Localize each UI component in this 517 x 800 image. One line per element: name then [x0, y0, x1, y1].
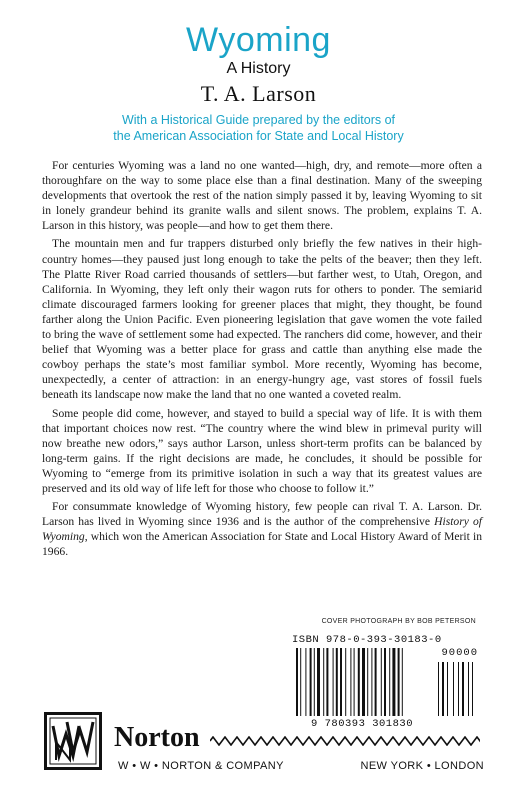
barcode-bar: [314, 648, 315, 716]
guide-note: [30, 112, 487, 144]
isbn-barcode: [292, 634, 480, 732]
blurb-paragraph-2: The mountain men and fur trappers disturbed only briefly the few natives in their high-country homes—they paused just long enough to take the pelts of the beaver; then they left. The Platte River Road carried thousands of settlers—but farther west, to Utah, Oregon, and California. In Wyoming, they left only their wagon ruts for others to ponder. The semiarid climate discouraged farmers looking for greener places that might, they thought, be found farther along the Union Pacific. Even pioneering legislation that gave women the vote failed to bring the wave of settlement some had expected. The ranchers did come, however, and their belief that Wyoming was a better place for grass and cattle than anything else made the cowboy perhaps the state’s most familiar symbol. More recently, Wyoming has become, unexpectedly, a center of attraction: in an energy-hungry age, vast stores of fossil fuels beneath its landscape now make the land that no one wanted a coveted realm.: [42, 237, 482, 402]
barcode-bar: [310, 648, 312, 716]
imprint-company: W • W • NORTON & COMPANY: [118, 760, 284, 772]
barcode-bar: [326, 648, 328, 716]
barcode-bar: [367, 648, 368, 716]
guide-line-2: the American Association for State and Local History: [113, 129, 404, 143]
addon-bar: [458, 662, 459, 716]
imprint-cities: NEW YORK • LONDON: [360, 760, 484, 772]
barcode-bar: [375, 648, 377, 716]
barcode-bar: [398, 648, 400, 716]
blurb-text: [42, 158, 482, 562]
barcode-bar: [362, 648, 365, 716]
barcode-bar: [371, 648, 372, 716]
barcode-bar: [323, 648, 324, 716]
barcode-bar: [389, 648, 390, 716]
barcode-bar: [358, 648, 360, 716]
addon-bar: [453, 662, 454, 716]
barcode-bar: [354, 648, 355, 716]
barcode-digits: 9 780393 301830: [310, 718, 413, 730]
addon-bar: [468, 662, 469, 716]
addon-bar: [438, 662, 439, 716]
book-subtitle: A History: [226, 60, 291, 77]
isbn-label: ISBN 978-0-393-30183-0: [292, 634, 442, 646]
p4-text-start: For consummate knowledge of Wyoming history, few people can rival T. A. Larson. Dr. Larson has lived in Wyoming since 1936 and is the author of the comprehensive: [42, 500, 482, 529]
barcode-bar: [296, 648, 298, 716]
addon-bar: [472, 662, 473, 716]
barcode-bar: [345, 648, 346, 716]
guide-line-1: With a Historical Guide prepared by the editors of: [121, 113, 396, 127]
blurb-paragraph-1: For centuries Wyoming was a land no one wanted—high, dry, and remote—more often a thoroughfare on the way to some place else than a final destination. Many of the sweeping developments that overtook the rest of the nation simply passed it by, leaving Wyoming to sit in lonely grandeur behind its granite walls and silent snows. The problem, explains T. A. Larson in this history, was people—and how to get them there.: [42, 159, 482, 233]
barcode-bar: [350, 648, 351, 716]
barcode-bar: [402, 648, 403, 716]
book-reference: History of Wyoming: [42, 515, 483, 544]
cover-credit: COVER PHOTOGRAPH BY BOB PETERSON: [321, 618, 476, 625]
barcode-bar: [336, 648, 338, 716]
p4-text-end: , which won the American Association for State and Local History Award of Merit in 1966.: [42, 530, 482, 559]
barcode-bar: [305, 648, 306, 716]
addon-bar: [462, 662, 464, 716]
addon-bar: [442, 662, 444, 716]
barcode-bar: [381, 648, 382, 716]
barcode-bar: [333, 648, 334, 716]
barcode-bar: [340, 648, 342, 716]
barcode-bar: [384, 648, 386, 716]
barcode-bar: [300, 648, 301, 716]
barcode-bar: [317, 648, 320, 716]
book-author: T. A. Larson: [200, 81, 317, 106]
barcode-bar: [392, 648, 395, 716]
blurb-paragraph-4: [42, 499, 482, 559]
addon-bar: [447, 662, 448, 716]
decorative-border: [210, 736, 480, 746]
book-title: Wyoming: [186, 21, 331, 59]
price-code: 90000: [441, 647, 478, 659]
barcode-bars: [292, 648, 480, 720]
publisher-imprint: [118, 760, 484, 772]
norton-logo-icon: [44, 712, 102, 770]
blurb-paragraph-3: Some people did come, however, and stayed to build a special way of life. It is with them that important choices now rest. “The country where the wind blew in primeval purity will now breathe new odors,” says author Larson, unless short-term profits can be balanced by long-term gains. If the right decisions are made, he concludes, it should be possible for Wyoming to “emerge from its primitive isolation in such a way that its greatest values are preserved and its old way of life left for those who choose to follow it.”: [42, 406, 482, 495]
publisher-name: Norton: [114, 722, 200, 753]
